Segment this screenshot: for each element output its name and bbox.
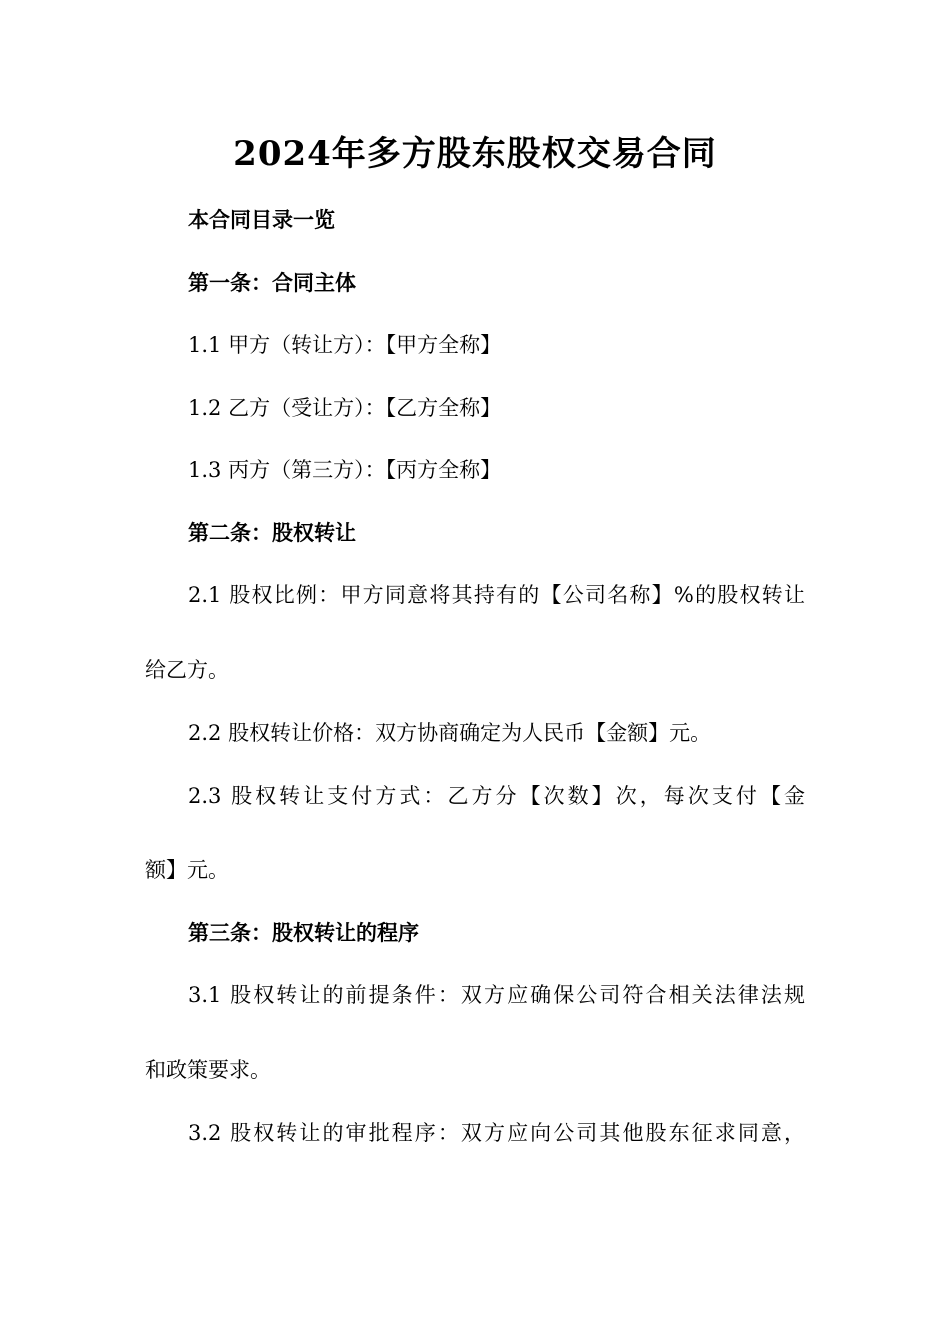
clause-2-3-line-2: 额】元。 bbox=[145, 858, 229, 882]
clause-1-2: 1.2 乙方（受让方）：【乙方全称】 bbox=[188, 396, 502, 420]
clause-2-3-line-1: 2.3 股权转让支付方式：乙方分【次数】次，每次支付【金 bbox=[188, 784, 805, 808]
clause-1-1: 1.1 甲方（转让方）：【甲方全称】 bbox=[188, 333, 502, 357]
article-2-heading: 第二条：股权转让 bbox=[188, 521, 356, 545]
clause-3-2-line-1: 3.2 股权转让的审批程序：双方应向公司其他股东征求同意， bbox=[188, 1121, 805, 1145]
toc-heading: 本合同目录一览 bbox=[188, 208, 335, 232]
clause-3-1-line-2: 和政策要求。 bbox=[145, 1058, 271, 1082]
document-title: 2024年多方股东股权交易合同 bbox=[233, 134, 717, 174]
clause-2-2: 2.2 股权转让价格：双方协商确定为人民币【金额】元。 bbox=[188, 721, 712, 745]
article-1-heading: 第一条：合同主体 bbox=[188, 271, 356, 295]
clause-3-1-line-1: 3.1 股权转让的前提条件：双方应确保公司符合相关法律法规 bbox=[188, 983, 805, 1007]
clause-1-3: 1.3 丙方（第三方）：【丙方全称】 bbox=[188, 458, 502, 482]
article-3-heading: 第三条：股权转让的程序 bbox=[188, 921, 419, 945]
clause-2-1-line-1: 2.1 股权比例：甲方同意将其持有的【公司名称】%的股权转让 bbox=[188, 583, 805, 607]
clause-2-1-line-2: 给乙方。 bbox=[145, 658, 229, 682]
